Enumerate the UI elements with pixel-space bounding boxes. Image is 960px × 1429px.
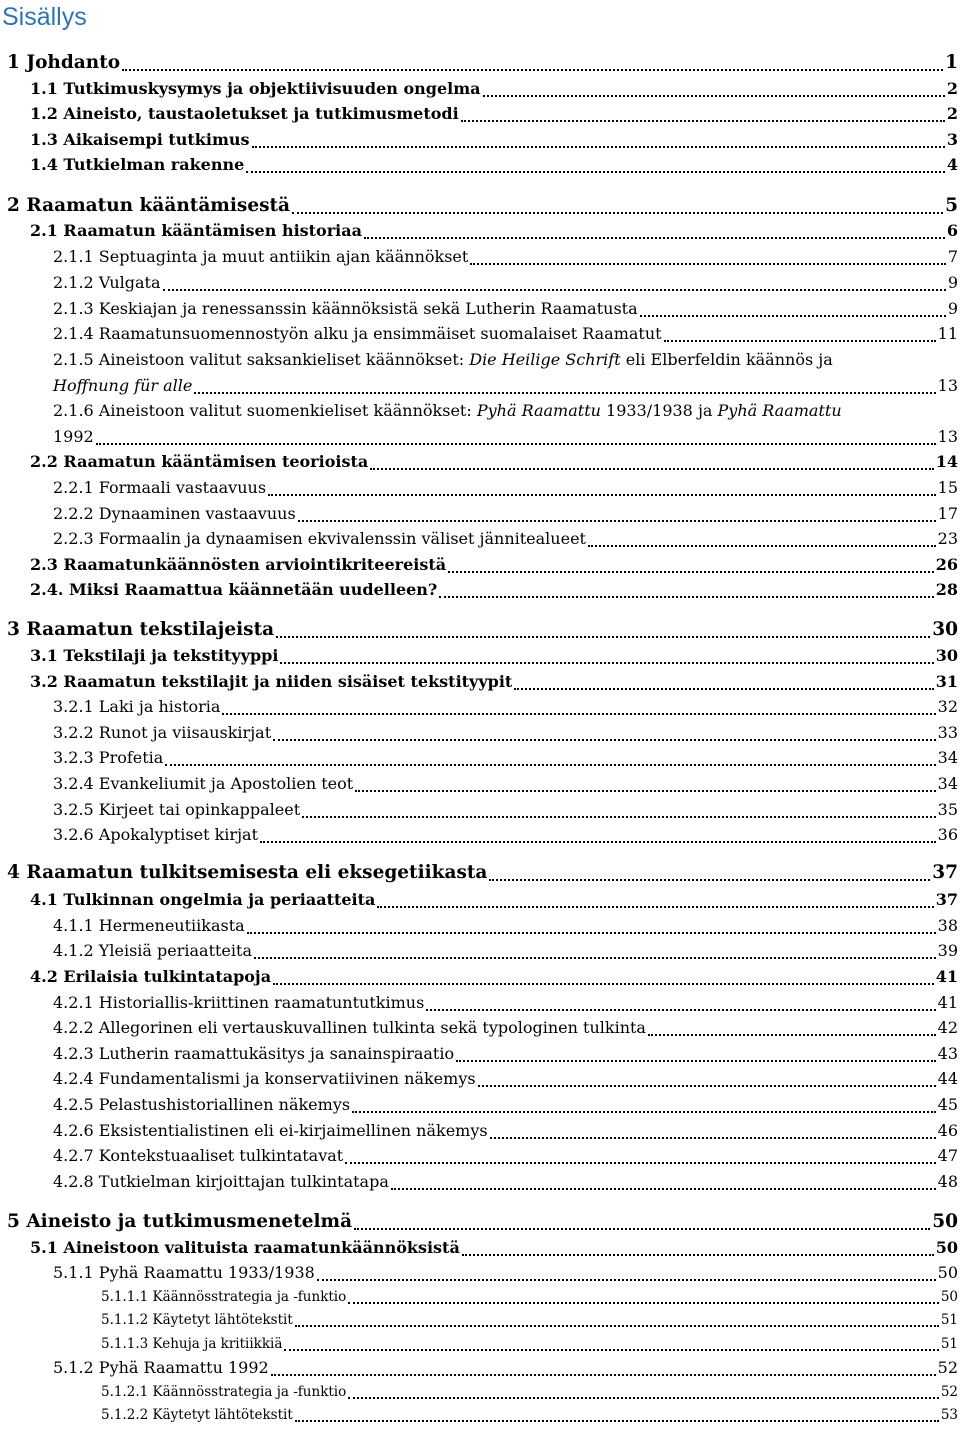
toc-entry[interactable] [0, 822, 958, 848]
toc-entry-page-number: 37 [932, 862, 958, 883]
dot-leader [490, 1118, 936, 1144]
dot-leader [165, 745, 935, 771]
toc-entry[interactable] [0, 218, 958, 244]
dot-leader [364, 218, 945, 244]
toc-entry-page-number: 30 [935, 646, 958, 665]
toc-entry-title: 5.1.2.2 Käytetyt lähtötekstit [101, 1407, 293, 1423]
toc-entry-title: 3 Raamatun tekstilajeista [7, 619, 275, 640]
toc-entry-page-number: 41 [935, 967, 958, 986]
toc-entry-page-number: 31 [935, 672, 958, 691]
dot-leader [664, 321, 936, 347]
toc-entry[interactable] [0, 552, 958, 578]
toc-entry-page-number: 5 [945, 195, 958, 216]
toc-entry-page-number: 48 [937, 1172, 958, 1191]
toc-entry-title: 1.1 Tutkimuskysymys ja objektiivisuuden ongelma [30, 79, 481, 98]
toc-entry[interactable] [0, 1260, 958, 1286]
toc-entry-title: 4.1 Tulkinnan ongelmia ja periaatteita [30, 890, 376, 909]
toc-entry-title: 4.1.1 Hermeneutiikasta [53, 916, 245, 935]
dot-leader [588, 526, 936, 552]
dot-leader [354, 1209, 930, 1235]
toc-entry-page-number: 36 [937, 825, 958, 844]
toc-entry[interactable] [0, 694, 958, 720]
dot-leader [194, 373, 935, 399]
toc-entry-title: 1992 [53, 427, 94, 446]
toc-entry-title: 5.1.1 Pyhä Raamattu 1933/1938 [53, 1263, 315, 1282]
toc-entry-title: 1.3 Aikaisempi tutkimus [30, 130, 250, 149]
toc-entry-page-number: 38 [937, 916, 958, 935]
toc-entry[interactable] [0, 193, 958, 219]
toc-entry[interactable] [0, 321, 958, 347]
toc-entry[interactable] [0, 1143, 958, 1169]
toc-entry-page-number: 34 [937, 748, 958, 767]
toc-entry-title: 2.1.3 Keskiajan ja renessanssin käännöksistä sekä Lutherin Raamatusta [53, 299, 638, 318]
toc-entry[interactable] [0, 1041, 958, 1067]
dot-leader [273, 964, 934, 990]
toc-entry[interactable] [0, 669, 958, 695]
toc-entry[interactable] [0, 887, 958, 913]
toc-entry-title: 2.1.5 Aineistoon valitut saksankieliset käännökset: Die Heilige Schrift eli Elberfeldin käännös ja [53, 350, 833, 369]
toc-entry-page-number: 52 [937, 1358, 958, 1377]
toc-entry-title: 4.2.2 Allegorinen eli vertauskuvallinen tulkinta sekä typologinen tulkinta [53, 1018, 646, 1037]
dot-leader [260, 822, 936, 848]
toc-entry[interactable] [0, 860, 958, 886]
toc-entry-page-number: 45 [937, 1095, 958, 1114]
toc-entry-title: 1.2 Aineisto, taustaoletukset ja tutkimusmetodi [30, 104, 459, 123]
toc-entry-page-number: 50 [940, 1289, 958, 1305]
toc-entry[interactable] [0, 771, 958, 797]
toc-entry[interactable] [0, 475, 958, 501]
toc-entry[interactable] [0, 990, 958, 1016]
toc-entry-page-number: 42 [937, 1018, 958, 1037]
dot-leader [268, 475, 936, 501]
toc-entry[interactable] [0, 913, 958, 939]
toc-entry-title: 2.1.2 Vulgata [53, 273, 161, 292]
dot-leader [426, 990, 935, 1016]
toc-entry-page-number: 50 [935, 1238, 958, 1257]
dot-leader [302, 797, 936, 823]
toc-entry-title: 4 Raamatun tulkitsemisesta eli eksegetiikasta [7, 862, 488, 883]
dot-leader [345, 1143, 935, 1169]
toc-entry[interactable] [0, 1015, 958, 1041]
dot-leader [352, 1092, 936, 1118]
dot-leader [377, 887, 933, 913]
dot-leader [439, 577, 933, 603]
toc-entry-title: 1 Johdanto [7, 52, 121, 73]
toc-entry[interactable] [0, 526, 958, 552]
toc-entry-title: 2.2.2 Dynaaminen vastaavuus [53, 504, 296, 523]
toc-entry-title: 3.2.2 Runot ja viisauskirjat [53, 723, 272, 742]
toc-entry-title: 4.2.6 Eksistentialistinen eli ei-kirjaimellinen näkemys [53, 1121, 488, 1140]
toc-entry[interactable] [0, 617, 958, 643]
toc-entry-page-number: 13 [937, 427, 958, 446]
toc-entry-page-number: 4 [946, 155, 958, 174]
toc-entry[interactable] [0, 373, 958, 399]
toc-entry[interactable] [0, 1308, 958, 1332]
dot-leader [122, 50, 943, 76]
dot-leader [355, 771, 935, 797]
dot-leader [514, 669, 933, 695]
dot-leader [483, 76, 945, 102]
toc-entry[interactable] [0, 398, 958, 424]
toc-entry-page-number: 9 [947, 299, 958, 318]
toc-entry-title: 3.2.6 Apokalyptiset kirjat [53, 825, 258, 844]
toc-entry-page-number: 51 [940, 1312, 958, 1328]
toc-entry-title: 5.1.1.3 Kehuja ja kritiikkiä [101, 1336, 283, 1352]
toc-entry[interactable] [0, 152, 958, 178]
toc-entry-title: 4.1.2 Yleisiä periaatteita [53, 941, 252, 960]
toc-entry-title: 4.2.1 Historiallis-kriittinen raamatuntutkimus [53, 993, 425, 1012]
toc-entry-title: 4.2.4 Fundamentalismi ja konservatiivinen näkemys [53, 1069, 476, 1088]
toc-entry-page-number: 37 [935, 890, 958, 909]
dot-leader [348, 1380, 939, 1404]
toc-entry-title: 3.2.4 Evankeliumit ja Apostolien teot [53, 774, 354, 793]
toc-entry[interactable] [0, 1355, 958, 1381]
toc-entry-page-number: 50 [932, 1211, 958, 1232]
toc-entry-page-number: 53 [940, 1407, 958, 1423]
toc-entry[interactable] [0, 244, 958, 270]
toc-entry-title: 5 Aineisto ja tutkimusmenetelmä [7, 1211, 353, 1232]
toc-entry-title: 5.1.1.1 Käännösstrategia ja -funktio [101, 1289, 347, 1305]
toc-entry-title: 2.1 Raamatun kääntämisen historiaa [30, 221, 362, 240]
toc-entry-title: 3.1 Tekstilaji ja tekstityyppi [30, 646, 279, 665]
toc-entry-title: 2.2.1 Formaali vastaavuus [53, 478, 267, 497]
dot-leader [271, 1355, 936, 1381]
toc-entry[interactable] [0, 296, 958, 322]
toc-entry[interactable] [0, 1092, 958, 1118]
toc-entry-page-number: 51 [940, 1336, 958, 1352]
toc-entry-page-number: 39 [937, 941, 958, 960]
toc-entry-title: 2.4. Miksi Raamattua käännetään uudelleen? [30, 580, 438, 599]
toc-entry-title: 5.1.1.2 Käytetyt lähtötekstit [101, 1312, 293, 1328]
dot-leader [280, 643, 933, 669]
toc-entry-page-number: 34 [937, 774, 958, 793]
toc-entry[interactable] [0, 76, 958, 102]
toc-entry-title: 2.1.1 Septuaginta ja muut antiikin ajan käännökset [53, 247, 469, 266]
toc-entry-page-number: 2 [946, 79, 958, 98]
toc-entry[interactable] [0, 347, 958, 373]
dot-leader [370, 449, 934, 475]
toc-entry[interactable] [0, 270, 958, 296]
toc-entry[interactable] [0, 449, 958, 475]
toc-entry[interactable] [0, 1169, 958, 1195]
toc-entry-title: 2.3 Raamatunkäännösten arviointikriteereistä [30, 555, 447, 574]
toc-entry[interactable] [0, 501, 958, 527]
toc-entry-page-number: 26 [935, 555, 958, 574]
toc-entry-title: 2.1.6 Aineistoon valitut suomenkieliset käännökset: Pyhä Raamattu 1933/1938 ja Pyhä Raamattu [53, 401, 842, 420]
dot-leader [222, 694, 935, 720]
toc-entry-page-number: 11 [937, 324, 958, 343]
toc-entry-page-number: 15 [937, 478, 958, 497]
toc-entry-page-number: 1 [945, 52, 958, 73]
dot-leader [295, 1403, 939, 1427]
dot-leader [276, 617, 930, 643]
dot-leader [246, 152, 945, 178]
dot-leader [462, 1235, 934, 1261]
toc-entry-title: 3.2.3 Profetia [53, 748, 164, 767]
toc-entry-page-number: 28 [935, 580, 958, 599]
dot-leader [96, 424, 936, 450]
toc-entry-page-number: 47 [937, 1146, 958, 1165]
toc-entry-title: 3.2.1 Laki ja historia [53, 697, 221, 716]
toc-entry-page-number: 46 [937, 1121, 958, 1140]
dot-leader [461, 101, 945, 127]
toc-entry-title: 3.2.5 Kirjeet tai opinkappaleet [53, 800, 301, 819]
toc-entry-page-number: 32 [937, 697, 958, 716]
toc-entry[interactable] [0, 127, 958, 153]
toc-entry-title: Hoffnung für alle [53, 376, 193, 395]
dot-leader [273, 720, 936, 746]
toc-entry-page-number: 43 [937, 1044, 958, 1063]
toc-entry[interactable] [0, 1403, 958, 1427]
toc-entry[interactable] [0, 964, 958, 990]
dot-leader [252, 127, 945, 153]
toc-entry-page-number: 13 [937, 376, 958, 395]
toc-entry[interactable] [0, 1235, 958, 1261]
toc-entry[interactable] [0, 720, 958, 746]
toc-entry[interactable] [0, 1066, 958, 1092]
toc-heading: Sisällys [2, 3, 87, 31]
toc-entry-page-number: 2 [946, 104, 958, 123]
toc-entry-page-number: 50 [937, 1263, 958, 1282]
toc-entry-title: 4.2.8 Tutkielman kirjoittajan tulkintatapa [53, 1172, 389, 1191]
toc-entry[interactable] [0, 1332, 958, 1356]
toc-entry[interactable] [0, 101, 958, 127]
toc-entry-page-number: 9 [947, 273, 958, 292]
toc-entry-page-number: 14 [935, 452, 958, 471]
dot-leader [640, 296, 946, 322]
toc-entry-title: 4.2 Erilaisia tulkintatapoja [30, 967, 272, 986]
toc-entry-page-number: 7 [947, 247, 958, 266]
toc-entry-title: 2.2.3 Formaalin ja dynaamisen ekvivalenssin väliset jännitealueet [53, 529, 586, 548]
toc-entry-title: 5.1 Aineistoon valituista raamatunkäännöksistä [30, 1238, 460, 1257]
toc-entry-page-number: 33 [937, 723, 958, 742]
dot-leader [448, 552, 934, 578]
dot-leader [489, 860, 930, 886]
toc-entry[interactable] [0, 745, 958, 771]
toc-entry[interactable] [0, 643, 958, 669]
dot-leader [284, 1332, 938, 1356]
toc-entry-title: 4.2.7 Kontekstuaaliset tulkintatavat [53, 1146, 344, 1165]
toc-entry[interactable] [0, 577, 958, 603]
toc-entry-title: 4.2.5 Pelastushistoriallinen näkemys [53, 1095, 351, 1114]
dot-leader [317, 1260, 936, 1286]
toc-entry-page-number: 6 [946, 221, 958, 240]
toc-entry-page-number: 17 [937, 504, 958, 523]
toc-entry-title: 1.4 Tutkielman rakenne [30, 155, 245, 174]
toc-entry-title: 2.2 Raamatun kääntämisen teorioista [30, 452, 369, 471]
dot-leader [648, 1015, 936, 1041]
toc-entry-page-number: 35 [937, 800, 958, 819]
dot-leader [254, 938, 936, 964]
toc-entry-page-number: 41 [937, 993, 958, 1012]
dot-leader [295, 1308, 939, 1332]
toc-entry-title: 5.1.2 Pyhä Raamattu 1992 [53, 1358, 269, 1377]
dot-leader [478, 1066, 936, 1092]
toc-entry-page-number: 30 [932, 619, 958, 640]
toc-entry-page-number: 52 [940, 1384, 958, 1400]
toc-entry[interactable] [0, 1209, 958, 1235]
toc-entry-page-number: 23 [937, 529, 958, 548]
dot-leader [470, 244, 946, 270]
toc-entry-page-number: 3 [946, 130, 958, 149]
toc-entry[interactable] [0, 50, 958, 76]
toc-entry-title: 2.1.4 Raamatunsuomennostyön alku ja ensimmäiset suomalaiset Raamatut [53, 324, 662, 343]
toc-entry[interactable] [0, 797, 958, 823]
toc-entry-title: 4.2.3 Lutherin raamattukäsitys ja sanainspiraatio [53, 1044, 455, 1063]
toc-entry[interactable] [0, 1380, 958, 1404]
dot-leader [456, 1041, 936, 1067]
dot-leader [348, 1285, 939, 1309]
toc-entry[interactable] [0, 1118, 958, 1144]
toc-entry-title: 3.2 Raamatun tekstilajit ja niiden sisäiset tekstityypit [30, 672, 513, 691]
dot-leader [391, 1169, 936, 1195]
toc-entry-page-number: 44 [937, 1069, 958, 1088]
dot-leader [292, 193, 943, 219]
dot-leader [163, 270, 946, 296]
toc-entry[interactable] [0, 1285, 958, 1309]
toc-entry-title: 2 Raamatun kääntämisestä [7, 195, 291, 216]
dot-leader [247, 913, 936, 939]
dot-leader [298, 501, 936, 527]
toc-entry[interactable] [0, 938, 958, 964]
toc-entry-title: 5.1.2.1 Käännösstrategia ja -funktio [101, 1384, 347, 1400]
toc-entry[interactable] [0, 424, 958, 450]
